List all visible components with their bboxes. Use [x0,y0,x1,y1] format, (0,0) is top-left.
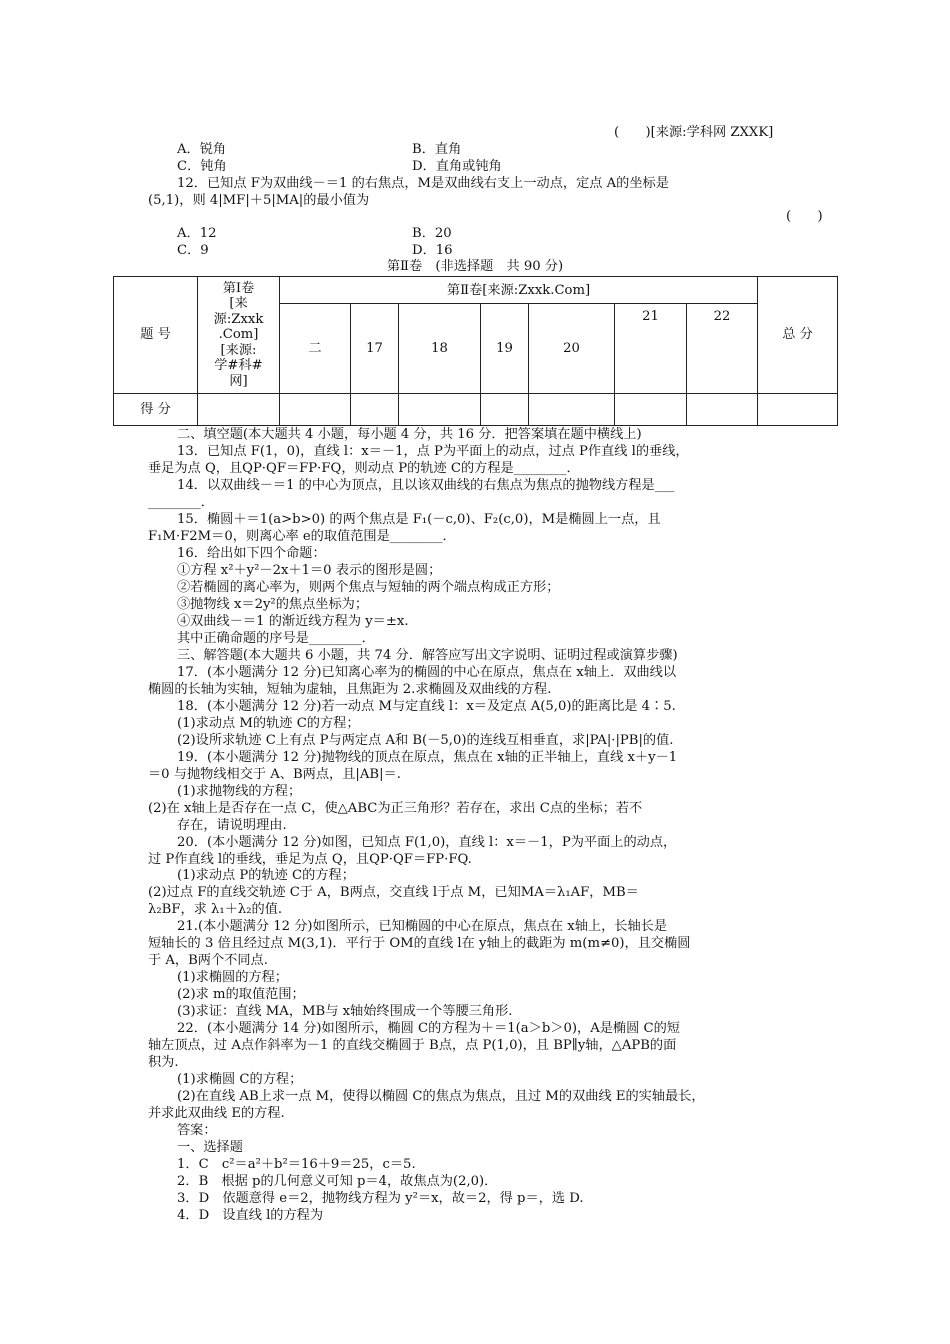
text-line: 并求此双曲线 E的方程. [148,1106,285,1121]
col-q20: 20 [529,304,615,394]
text-line: 于 A，B两个不同点. [148,953,268,968]
col-q22: 22 [687,304,758,394]
text-line: ________． [148,495,214,510]
text-line: 一、选择题 [177,1140,243,1155]
text-line: (2)求 m的取值范围； [177,987,305,1002]
text-line: 椭圆的长轴为实轴，短轴为虚轴，且焦距为 2.求椭圆及双曲线的方程. [148,682,552,697]
text-line: (3)求证：直线 MA，MB与 x轴始终围成一个等腰三角形. [177,1004,513,1019]
text-line: (2)在直线 AB上求一点 M，使得以椭圆 C的焦点为焦点，且过 M的双曲线 E的实轴最长， [177,1089,705,1104]
col-q2: 二 [280,304,351,394]
q12-option-d: D．16 [412,243,453,258]
text-line: (1)求椭圆的方程； [177,970,288,985]
part1-header-line: 第Ⅰ卷 [222,280,255,296]
q12-line-1: 12．已知点 F为双曲线－＝1 的右焦点，M是双曲线右支上一动点，定点 A的坐标是 [177,176,669,191]
score-cell [481,393,529,425]
total-label: 总 分 [758,277,838,394]
score-cell [687,393,758,425]
text-line: 存在，请说明理由. [177,818,287,833]
q12-option-b: B．20 [412,226,452,241]
text-line: ③抛物线 x＝2y²的焦点坐标为； [177,597,369,612]
text-line: 13．已知点 F(1，0)，直线 l：x＝－1，点 P为平面上的动点，过点 P作直线 l的垂线， [177,444,689,459]
score-cell [529,393,615,425]
text-line: 垂足为点 Q，且QP·QF＝FP·FQ，则动点 P的轨迹 C的方程是________． [148,461,580,476]
text-line: (1)求椭圆 C的方程； [177,1072,303,1087]
col-q18: 18 [399,304,481,394]
text-line: 15．椭圆＋＝1(a>b>0) 的两个焦点是 F₁(－c,0)、F₂(c,0)，M是椭圆上一点，且 [177,512,661,527]
q11-option-a: A．锐角 [177,142,227,157]
top-source-note: ( )[来源:学科网 ZXXK] [614,125,774,140]
text-line: (2)过点 F的直线交轨迹 C于 A，B两点，交直线 l于点 M，已知MA＝λ₁AF，MB＝ [148,885,639,900]
text-line: 答案： [177,1123,217,1138]
text-line: 14．以双曲线－＝1 的中心为顶点，且以该双曲线的右焦点为焦点的抛物线方程是___ [177,478,675,493]
question-number-label: 题 号 [114,277,198,394]
score-cell [280,393,351,425]
text-line: 16．给出如下四个命题： [177,546,326,561]
text-line: 4．D 设直线 l的方程为 [177,1208,324,1223]
text-line: 17．(本小题满分 12 分)已知离心率为的椭圆的中心在原点，焦点在 x轴上．双曲线以 [177,665,677,680]
text-line: (2)设所求轨迹 C上有点 P与两定点 A和 B(－5,0)的连线互相垂直，求|PA|·|PB|的值. [177,733,674,748]
part1-header-line: [来源: [220,342,257,358]
text-line: 轴左顶点，过 A点作斜率为－1 的直线交椭圆于 B点，点 P(1,0)，且 BP∥y轴，△APB的面 [148,1038,677,1053]
text-line: (1)求动点 P的轨迹 C的方程； [177,868,355,883]
score-cell [615,393,687,425]
col-q17: 17 [351,304,399,394]
text-line: (1)求抛物线的方程； [177,784,302,799]
q11-option-c: C．钝角 [177,159,227,174]
part1-header-line: [来 [229,296,248,312]
text-line: 其中正确命题的序号是________． [177,631,375,646]
score-table [113,276,838,426]
text-line: λ₂BF，求 λ₁＋λ₂的值. [148,902,283,917]
score-cell [198,393,280,425]
text-line: 3．D 依题意得 e＝2，抛物线方程为 y²＝x，故＝2，得 p＝，选 D. [177,1191,584,1206]
text-line: ＝0 与抛物线相交于 A、B两点，且|AB|＝. [148,767,401,782]
q12-line-2: (5,1)，则 4|MF|＋5|MA|的最小值为 [148,193,370,208]
part1-header-line: 源:Zxxk [213,311,264,327]
text-line: 二、填空题(本大题共 4 小题，每小题 4 分，共 16 分．把答案填在题中横线上) [177,427,642,442]
text-line: 2．B 根据 p的几何意义可知 p＝4，故焦点为(2,0)． [177,1174,498,1189]
score-cell [351,393,399,425]
text-line: 18．(本小题满分 12 分)若一动点 M与定直线 l：x＝及定点 A(5,0)的距离比是 4∶5. [177,699,676,714]
text-line: 三、解答题(本大题共 6 小题，共 74 分．解答应写出文字说明、证明过程或演算步骤) [177,648,678,663]
q11-option-d: D．直角或钝角 [412,159,502,174]
text-line: 20．(本小题满分 12 分)如图，已知点 F(1,0)，直线 l：x＝－1，P为平面上的动点， [177,835,677,850]
text-line: ①方程 x²＋y²－2x＋1＝0 表示的图形是圆； [177,563,442,578]
text-line: (2)在 x轴上是否存在一点 C，使△ABC为正三角形？若存在，求出 C点的坐标；若不 [148,801,643,816]
part1-header-line: 网] [229,373,248,389]
text-line: (1)求动点 M的轨迹 C的方程； [177,716,360,731]
q12-answer-paren: ( ) [786,209,823,224]
score-cell [758,393,838,425]
q12-option-c: C．9 [177,243,209,258]
part2-header: 第Ⅱ卷[来源:Zxxk.Com] [280,277,758,304]
score-row-label: 得 分 [114,393,198,425]
q12-option-a: A．12 [177,226,217,241]
part1-header-line: .Com] [218,327,259,343]
text-line: 21.(本小题满分 12 分)如图所示，已知椭圆的中心在原点，焦点在 x轴上，长轴长是 [177,919,668,934]
col-q19: 19 [481,304,529,394]
text-line: 22．(本小题满分 14 分)如图所示，椭圆 C的方程为＋＝1(a＞b＞0)，A是椭圆 C的短 [177,1021,680,1036]
text-line: ②若椭圆的离心率为，则两个焦点与短轴的两个端点构成正方形； [177,580,560,595]
section-2-title: 第Ⅱ卷 (非选择题 共 90 分) [386,259,564,274]
text-line: 19．(本小题满分 12 分)抛物线的顶点在原点，焦点在 x轴的正半轴上，直线 x＋y－1 [177,750,678,765]
text-line: 1．C c²＝a²＋b²＝16＋9＝25，c＝5. [177,1157,416,1172]
text-line: 短轴长的 3 倍且经过点 M(3,1)．平行于 OM的直线 l在 y轴上的截距为 m(m≠0)，且交椭圆 [148,936,691,951]
part1-header-line: 学#科# [214,358,263,374]
score-cell [399,393,481,425]
text-line: 过 P作直线 l的垂线，垂足为点 Q，且QP·QF＝FP·FQ. [148,852,472,867]
text-line: F₁M·F2M＝0，则离心率 e的取值范围是________． [148,529,456,544]
col-q21: 21 [615,304,687,394]
text-line: 积为. [148,1055,179,1070]
text-line: ④双曲线－＝1 的渐近线方程为 y＝±x. [177,614,409,629]
part1-header [198,277,280,394]
q11-option-b: B．直角 [412,142,462,157]
